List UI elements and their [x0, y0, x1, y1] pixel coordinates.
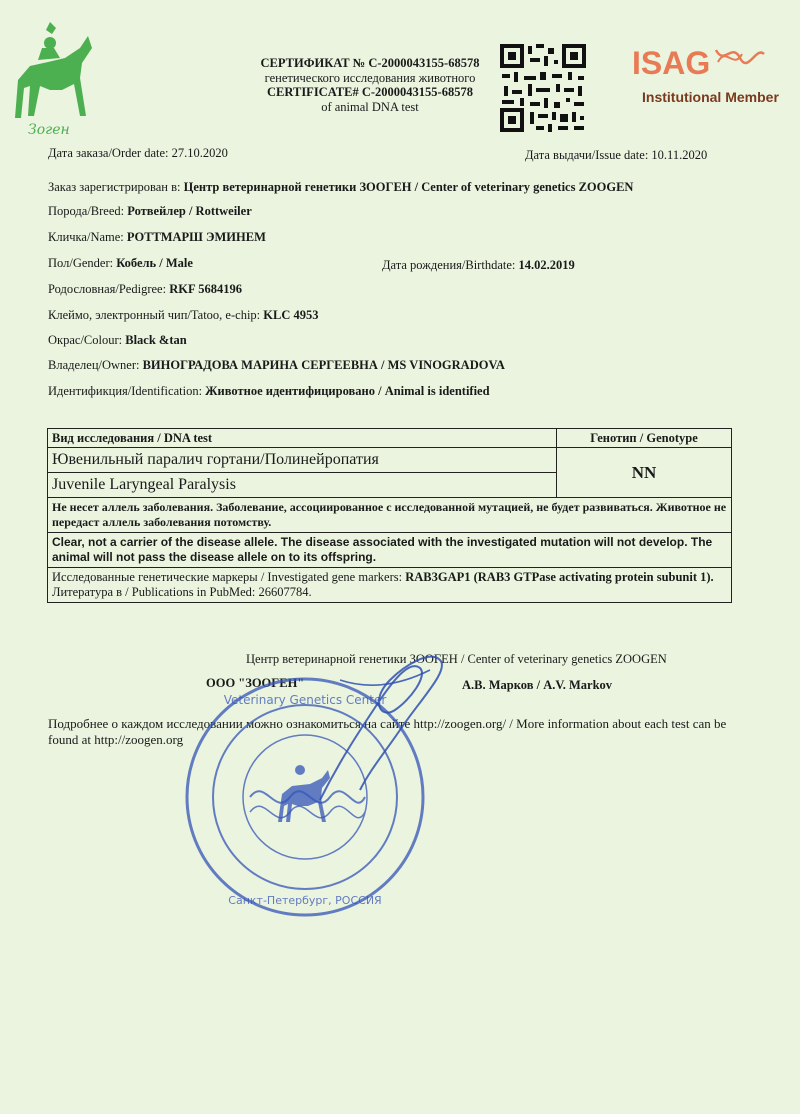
gender-row	[48, 256, 193, 271]
colour-row	[48, 333, 187, 348]
markers-prefix: Исследованные генетические маркеры / Investigated gene markers:	[52, 570, 406, 584]
pedigree-label: Родословная/Pedigree:	[48, 282, 170, 296]
birthdate-value: 14.02.2019	[518, 258, 575, 272]
colour-value: Black &tan	[125, 333, 187, 347]
header-line-2: генетического исследования животного	[264, 70, 476, 85]
result-ru: Не несет аллель заболевания. Заболевание, ассоциированное с исследованной мутацией, не будет развиваться. Животное не передаст аллель заболевания потомству.	[48, 498, 732, 533]
tatoo-row	[48, 308, 318, 323]
test-name-ru: Ювенильный паралич гортани/Полинейропатия	[48, 448, 557, 473]
colour-label: Окрас/Colour:	[48, 333, 126, 347]
identification-row	[48, 384, 490, 399]
markers-cell	[48, 568, 732, 603]
header-line-4: of animal DNA test	[321, 99, 419, 114]
tatoo-label: Клеймо, электронный чип/Tatoo, e-chip:	[48, 308, 264, 322]
breed-label: Порода/Breed:	[48, 204, 128, 218]
identification-label: Идентификция/Identification:	[48, 384, 206, 398]
isag-title: ISAG	[632, 45, 711, 81]
test-name-en: Juvenile Laryngeal Paralysis	[48, 473, 557, 498]
pedigree-value: RKF 5684196	[169, 282, 242, 296]
owner-row	[48, 358, 505, 373]
markers-value: RAB3GAP1 (RAB3 GTPase activating protein subunit 1).	[405, 570, 714, 584]
breed-value: Ротвейлер / Rottweiler	[127, 204, 252, 218]
tatoo-value: KLC 4953	[263, 308, 319, 322]
gender-label: Пол/Gender:	[48, 256, 117, 270]
footer-org: ООО "ЗООГЕН"	[206, 676, 305, 690]
birthdate-label: Дата рождения/Birthdate:	[382, 258, 519, 272]
more-info-text: Подробнее о каждом исследовании можно ознакомиться на сайте http://zoogen.org/ / More information about each test can be found at http://zoogen.org	[48, 716, 727, 747]
isag-logo	[628, 40, 788, 110]
header-line-1: СЕРТИФИКАТ № С-2000043155-68578	[260, 56, 480, 70]
result-en: Clear, not a carrier of the disease allele. The disease associated with the investigated mutation will not develop. The animal will not pass the disease allele on to its offspring.	[48, 533, 732, 568]
pedigree-row	[48, 282, 242, 297]
isag-subtitle: Institutional Member	[642, 89, 779, 105]
registered-value: Центр ветеринарной генетики ЗООГЕН / Center of veterinary genetics ZOOGEN	[183, 180, 634, 194]
name-row	[48, 230, 266, 245]
identification-value: Животное идентифицировано / Animal is identified	[205, 384, 490, 398]
signature	[300, 640, 460, 820]
dna-test-table	[47, 428, 732, 603]
zoogen-logo	[10, 18, 95, 138]
logo-text: Зоген	[28, 122, 70, 138]
header-line-3: CERTIFICATE# C-2000043155-68578	[267, 85, 473, 99]
name-value: РОТТМАРШ ЭМИНЕМ	[126, 230, 266, 244]
owner-label: Владелец/Owner:	[48, 358, 143, 372]
svg-text:Санкт-Петербург, РОССИЯ: Санкт-Петербург, РОССИЯ	[228, 894, 382, 907]
footer-signer: А.В. Марков / A.V. Markov	[462, 678, 613, 692]
genotype-header: Генотип / Genotype	[557, 429, 732, 448]
svg-text:Veterinary Genetics Center: Veterinary Genetics Center	[223, 693, 387, 707]
registered-label: Заказ зарегистрирован в:	[48, 180, 184, 194]
order-date: Дата заказа/Order date: 27.10.2020	[48, 146, 228, 160]
footer-center: Центр ветеринарной генетики ЗООГЕН / Center of veterinary genetics ZOOGEN	[246, 652, 667, 666]
gender-value: Кобель / Male	[116, 256, 193, 270]
name-label: Кличка/Name:	[48, 230, 127, 244]
issue-date: Дата выдачи/Issue date: 10.11.2020	[525, 148, 708, 162]
qr-code-icon	[498, 42, 588, 134]
registered-row	[48, 180, 633, 195]
markers-suffix: Литература в / Publications in PubMed: 26607784.	[52, 585, 312, 599]
owner-value: ВИНОГРАДОВА МАРИНА СЕРГЕЕВНА / MS VINOGRADOVA	[142, 358, 505, 372]
breed-row	[48, 204, 252, 219]
birthdate-row	[382, 258, 575, 273]
certificate-header	[200, 56, 540, 114]
genotype-value: NN	[557, 448, 732, 498]
test-header: Вид исследования / DNA test	[48, 429, 557, 448]
